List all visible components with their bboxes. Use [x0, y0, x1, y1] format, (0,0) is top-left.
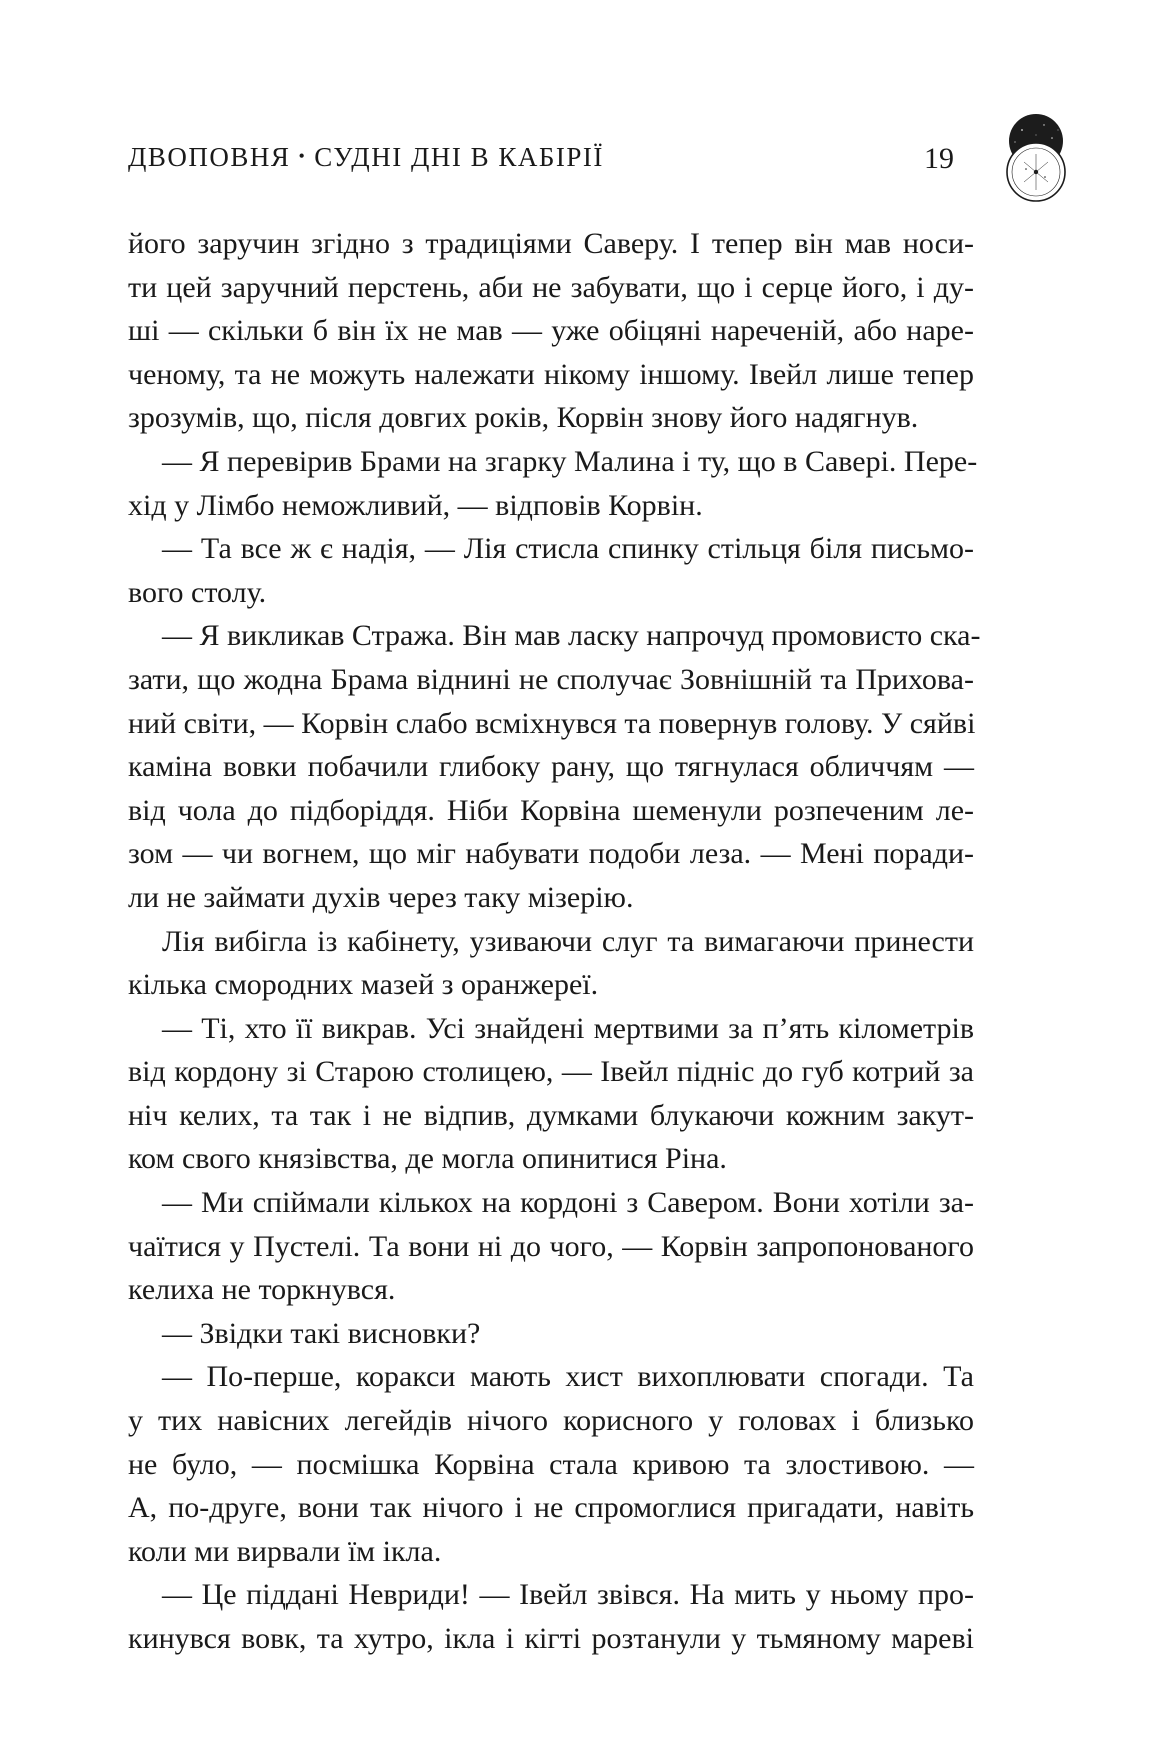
running-head	[128, 142, 604, 173]
text-line: келиха не торкнувся.	[128, 1273, 396, 1307]
text-line: кинувся вовк, та хутро, ікла і кігті розтанули у тьмяному мареві	[128, 1622, 974, 1655]
text-line: — Я перевірив Брами на згарку Малина і ту, що в Савері. Пере-	[162, 444, 978, 478]
text-line: — Я викликав Стража. Він мав ласку напрочуд промовисто ска-	[162, 619, 981, 653]
text-line: ком свого князівства, де могла опинитися Ріна.	[128, 1142, 727, 1176]
chapter-title: СУДНІ ДНІ В КАБІРІЇ	[314, 142, 604, 172]
text-line: від чола до підборіддя. Ніби Корвіна шеменули розпеченим ле-	[128, 793, 974, 827]
text-line: — Ті, хто її викрав. Усі знайдені мертвими за п’ять кілометрів	[162, 1011, 974, 1045]
text-line: — По-перше, коракси мають хист вихоплювати спогади. Та	[162, 1360, 974, 1394]
text-line: ші — скільки б він їх не мав — уже обіцяні нареченій, або наре-	[128, 314, 974, 348]
text-line: ніч келих, та так і не відпив, думками блукаючи кожним закут-	[128, 1098, 974, 1132]
text-line: у тих навісних легейдів нічого корисного у головах і близько	[128, 1404, 974, 1438]
text-line: хід у Лімбо неможливий, — відповів Корвін.	[128, 488, 703, 522]
text-line: кілька смородних мазей з оранжереї.	[128, 968, 599, 1002]
text-line: не було, — посмішка Корвіна стала кривою та злостивою. —	[128, 1447, 974, 1481]
book-title: ДВОПОВНЯ	[128, 142, 291, 172]
text-line: А, по-друге, вони так нічого і не спромоглися пригадати, навіть	[128, 1491, 974, 1525]
double-moon-icon	[1000, 108, 1072, 212]
text-line: коли ми вирвали їм ікла.	[128, 1534, 442, 1568]
text-line: — Ми спіймали кількох на кордоні з Савером. Вони хотіли за-	[162, 1186, 974, 1220]
text-line: ли не займати духів через таку мізерію.	[128, 880, 634, 914]
text-line: ченому, та не можуть належати нікому іншому. Івейл лише тепер	[128, 357, 974, 391]
text-line: від кордону зі Старою столицею, — Івейл підніс до губ котрий за	[128, 1055, 974, 1089]
text-line: каміна вовки побачили глибоку рану, що тягнулася обличчям —	[128, 750, 974, 784]
text-line: його заручин згідно з традиціями Саверу. І тепер він мав носи-	[128, 227, 974, 260]
text-line: чаїтися у Пустелі. Та вони ні до чого, — Корвін запропонованого	[128, 1229, 974, 1263]
text-line: ний світи, — Корвін слабо всміхнувся та повернув голову. У сяйві	[128, 706, 976, 740]
text-line: зом — чи вогнем, що міг набувати подоби леза. — Мені поради-	[128, 837, 974, 871]
text-line: вого столу.	[128, 575, 267, 609]
page-number: 19	[924, 142, 954, 175]
text-line: — Звідки такі висновки?	[162, 1316, 481, 1350]
body-text	[128, 222, 981, 1661]
text-line: Лія вибігла із кабінету, узиваючи слуг та вимагаючи принести	[162, 924, 974, 958]
text-line: зрозумів, що, після довгих років, Корвін знову його надягнув.	[128, 401, 919, 435]
text-line: — Та все ж є надія, — Лія стисла спинку стільця біля письмо-	[162, 532, 974, 566]
title-separator: •	[298, 146, 307, 166]
text-line: зати, що жодна Брама віднині не сполучає Зовнішній та Прихова-	[128, 662, 974, 696]
text-line: — Це піддані Невриди! — Івейл звівся. На мить у ньому про-	[162, 1578, 974, 1612]
text-line: ти цей заручний перстень, аби не забувати, що і серце його, і ду-	[128, 270, 974, 304]
